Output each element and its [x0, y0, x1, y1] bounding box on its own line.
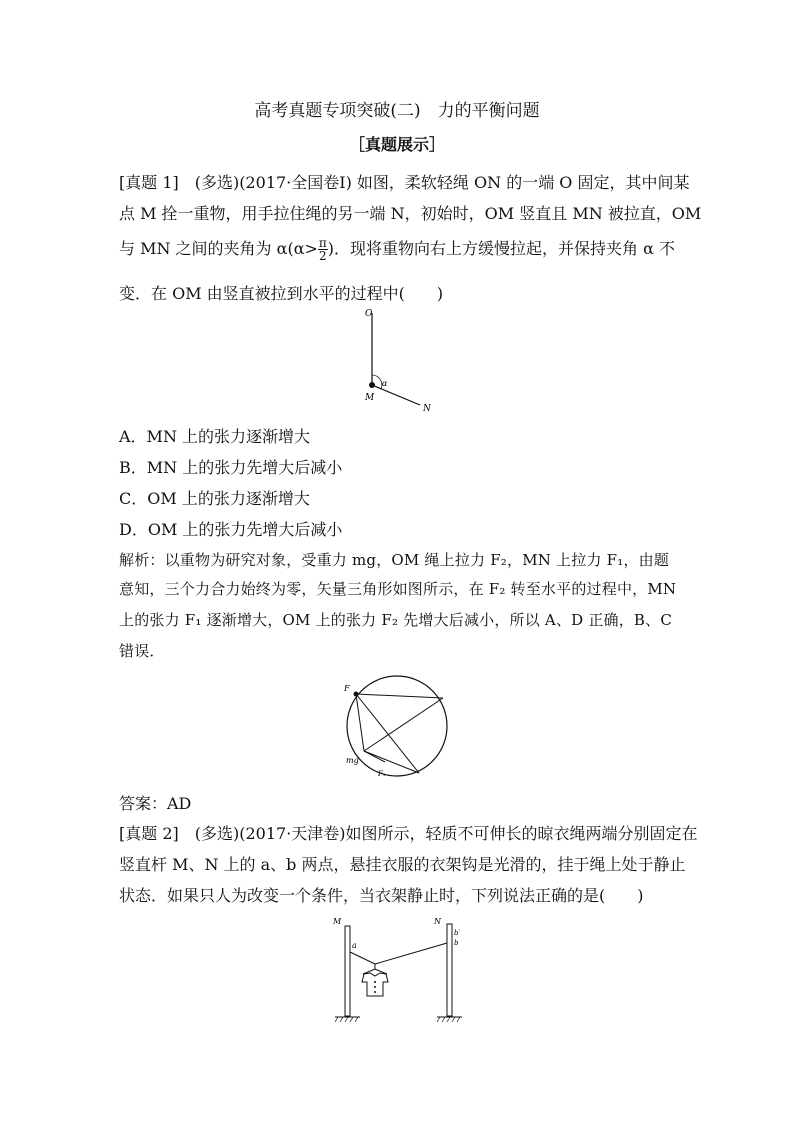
- option-b: B．MN 上的张力先增大后减小: [119, 458, 343, 477]
- label-pole-m: M: [333, 917, 342, 926]
- answer-line: 答案：AD: [119, 794, 192, 813]
- rope-left: [350, 952, 375, 964]
- q1-rope-figure: [355, 305, 445, 415]
- weight-point: [369, 382, 375, 388]
- fraction-denominator: 2: [319, 249, 327, 263]
- q2-line-3: 状态．如果只人为改变一个条件，当衣架静止时，下列说法正确的是( ): [119, 886, 644, 905]
- label-f1: F₁: [378, 770, 386, 778]
- rope-mn: [372, 385, 420, 405]
- q1-line-3-post: )．现将重物向右上方缓慢拉起，并保持夹角 α 不: [327, 239, 676, 258]
- fraction-numerator: π: [318, 236, 327, 250]
- q1-line-1: [真题 1] (多选)(2017·全国卷Ⅰ) 如图，柔软轻绳 ON 的一端 O 固定，其中间某: [119, 173, 690, 192]
- label-pole-n: N: [434, 917, 441, 926]
- label-point-a: a: [352, 941, 357, 950]
- q1-line-3-pre: 与 MN 之间的夹角为 α(α>: [119, 239, 318, 258]
- auxiliary-circle: [347, 676, 447, 776]
- hanger-with-shirt-icon: [362, 964, 388, 996]
- rope-right: [375, 943, 447, 964]
- label-f: F: [344, 684, 350, 693]
- pole-n: [447, 924, 452, 1016]
- option-a: A．MN 上的张力逐渐增大: [119, 427, 311, 446]
- vector-line: [364, 698, 443, 751]
- analysis-line-1: 解析：以重物为研究对象，受重力 mg，OM 绳上拉力 F₂，MN 上拉力 F₁，由题: [119, 551, 670, 569]
- q1-line-4: 变．在 OM 由竖直被拉到水平的过程中( ): [119, 284, 444, 303]
- section-heading: ［真题展示］: [348, 135, 445, 154]
- label-m: M: [365, 393, 375, 403]
- label-point-b-prime: b′: [454, 929, 461, 937]
- q1-line-2: 点 M 拴一重物，用手拉住绳的另一端 N，初始时，OM 竖直且 MN 被拉直，OM: [119, 204, 702, 223]
- option-c: C．OM 上的张力逐渐增大: [119, 489, 310, 508]
- vector-line: [364, 751, 385, 762]
- q2-line-1: [真题 2] (多选)(2017·天津卷)如图所示，轻质不可伸长的晾衣绳两端分别固定在: [119, 824, 698, 843]
- option-d: D．OM 上的张力先增大后减小: [119, 520, 343, 539]
- vector-circle-figure: [340, 670, 455, 785]
- analysis-line-4: 错误．: [119, 642, 165, 660]
- label-mg: mg: [346, 756, 359, 765]
- q2-line-2: 竖直杆 M、N 上的 a、b 两点，悬挂衣服的衣架钩是光滑的，挂于绳上处于静止: [119, 855, 686, 874]
- vector-line: [356, 694, 443, 698]
- q1-line-3: [119, 236, 675, 262]
- label-point-b: b: [454, 939, 459, 947]
- label-o: O: [365, 309, 373, 319]
- pole-m: [345, 926, 350, 1016]
- label-alpha: α: [382, 379, 388, 388]
- analysis-line-3: 上的张力 F₁ 逐渐增大，OM 上的张力 F₂ 先增大后减小，所以 A、D 正确，B、C: [119, 611, 673, 629]
- vector-line: [356, 694, 419, 773]
- analysis-line-2: 意知，三个力合力始终为零，矢量三角形如图所示，在 F₂ 转至水平的过程中，MN: [119, 580, 677, 598]
- vertex-dot: [354, 692, 359, 697]
- page-title: 高考真题专项突破(二) 力的平衡问题: [254, 101, 540, 121]
- label-n: N: [423, 404, 431, 414]
- clothesline-figure: [330, 912, 470, 1027]
- pi-over-2-fraction: [318, 237, 328, 262]
